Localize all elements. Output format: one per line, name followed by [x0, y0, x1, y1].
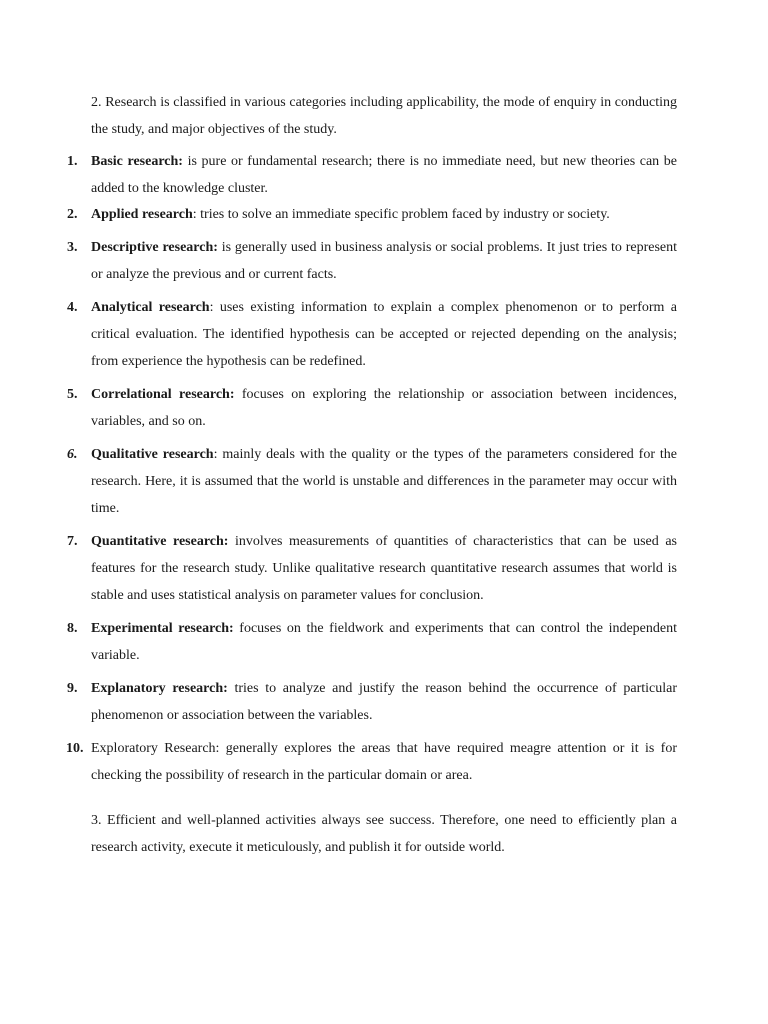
- list-item: [67, 441, 677, 522]
- item-description: is generally used in business analysis or social problems. It just tries to represent or analyze the previous and or current facts.: [91, 240, 677, 282]
- item-number: 7.: [67, 534, 78, 549]
- item-term: Analytical research: [91, 300, 210, 315]
- item-number: 6.: [67, 447, 78, 462]
- item-description: : mainly deals with the quality or the types of the parameters considered for the research. Here, it is assumed that the world is unstable and differences in the parameter may occur with time.: [91, 447, 677, 516]
- item-description: generally explores the areas that have required meagre attention or it is for checking the possibility of research in the particular domain or area.: [91, 741, 677, 783]
- item-term: Correlational research:: [91, 387, 235, 402]
- item-number: 10.: [66, 741, 84, 756]
- item-term: Basic research:: [91, 154, 183, 169]
- item-term: Exploratory Research:: [91, 741, 220, 756]
- item-number: 8.: [67, 621, 78, 636]
- item-term: Qualitative research: [91, 447, 214, 462]
- list-item: [66, 735, 677, 789]
- list-item: [67, 528, 677, 609]
- list-item: [67, 675, 677, 729]
- item-number: 1.: [67, 154, 78, 169]
- intro-paragraph: 2. Research is classified in various categories including applicability, the mode of enquiry in conducting the study, and major objectives of the study.: [91, 95, 677, 137]
- item-description: tries to analyze and justify the reason behind the occurrence of particular phenomenon or association between the variables.: [91, 681, 677, 723]
- item-description: : uses existing information to explain a complex phenomenon or to perform a critical evaluation. The identified hypothesis can be accepted or rejected depending on the analysis; from experience the hypothesis can be redefined.: [91, 300, 677, 369]
- list-item: [67, 615, 677, 669]
- list-item: [67, 234, 677, 288]
- item-number: 3.: [67, 240, 78, 255]
- item-number: 5.: [67, 387, 78, 402]
- item-description: focuses on the fieldwork and experiments that can control the independent variable.: [91, 621, 677, 663]
- item-description: : tries to solve an immediate specific problem faced by industry or society.: [192, 207, 610, 222]
- item-number: 2.: [67, 207, 78, 222]
- list-item: [67, 148, 677, 202]
- item-number: 4.: [67, 300, 78, 315]
- item-description: is pure or fundamental research; there is no immediate need, but new theories can be added to the knowledge cluster.: [91, 154, 677, 196]
- item-term: Descriptive research:: [91, 240, 218, 255]
- item-description: involves measurements of quantities of characteristics that can be used as features for the research study. Unlike qualitative research quantitative research assumes that world is stable and uses statistical analysis on parameter values for conclusion.: [91, 534, 677, 603]
- item-number: 9.: [67, 681, 78, 696]
- item-term: Applied research: [91, 207, 193, 222]
- item-term: Experimental research:: [91, 621, 234, 636]
- item-term: Explanatory research:: [91, 681, 228, 696]
- item-term: Quantitative research:: [91, 534, 229, 549]
- item-description: focuses on exploring the relationship or association between incidences, variables, and so on.: [91, 387, 678, 429]
- list-item: [67, 294, 677, 375]
- list-item: [67, 201, 677, 228]
- closing-paragraph: 3. Efficient and well-planned activities always see success. Therefore, one need to efficiently plan a research activity, execute it meticulously, and publish it for outside world.: [91, 813, 677, 855]
- list-item: [67, 381, 678, 435]
